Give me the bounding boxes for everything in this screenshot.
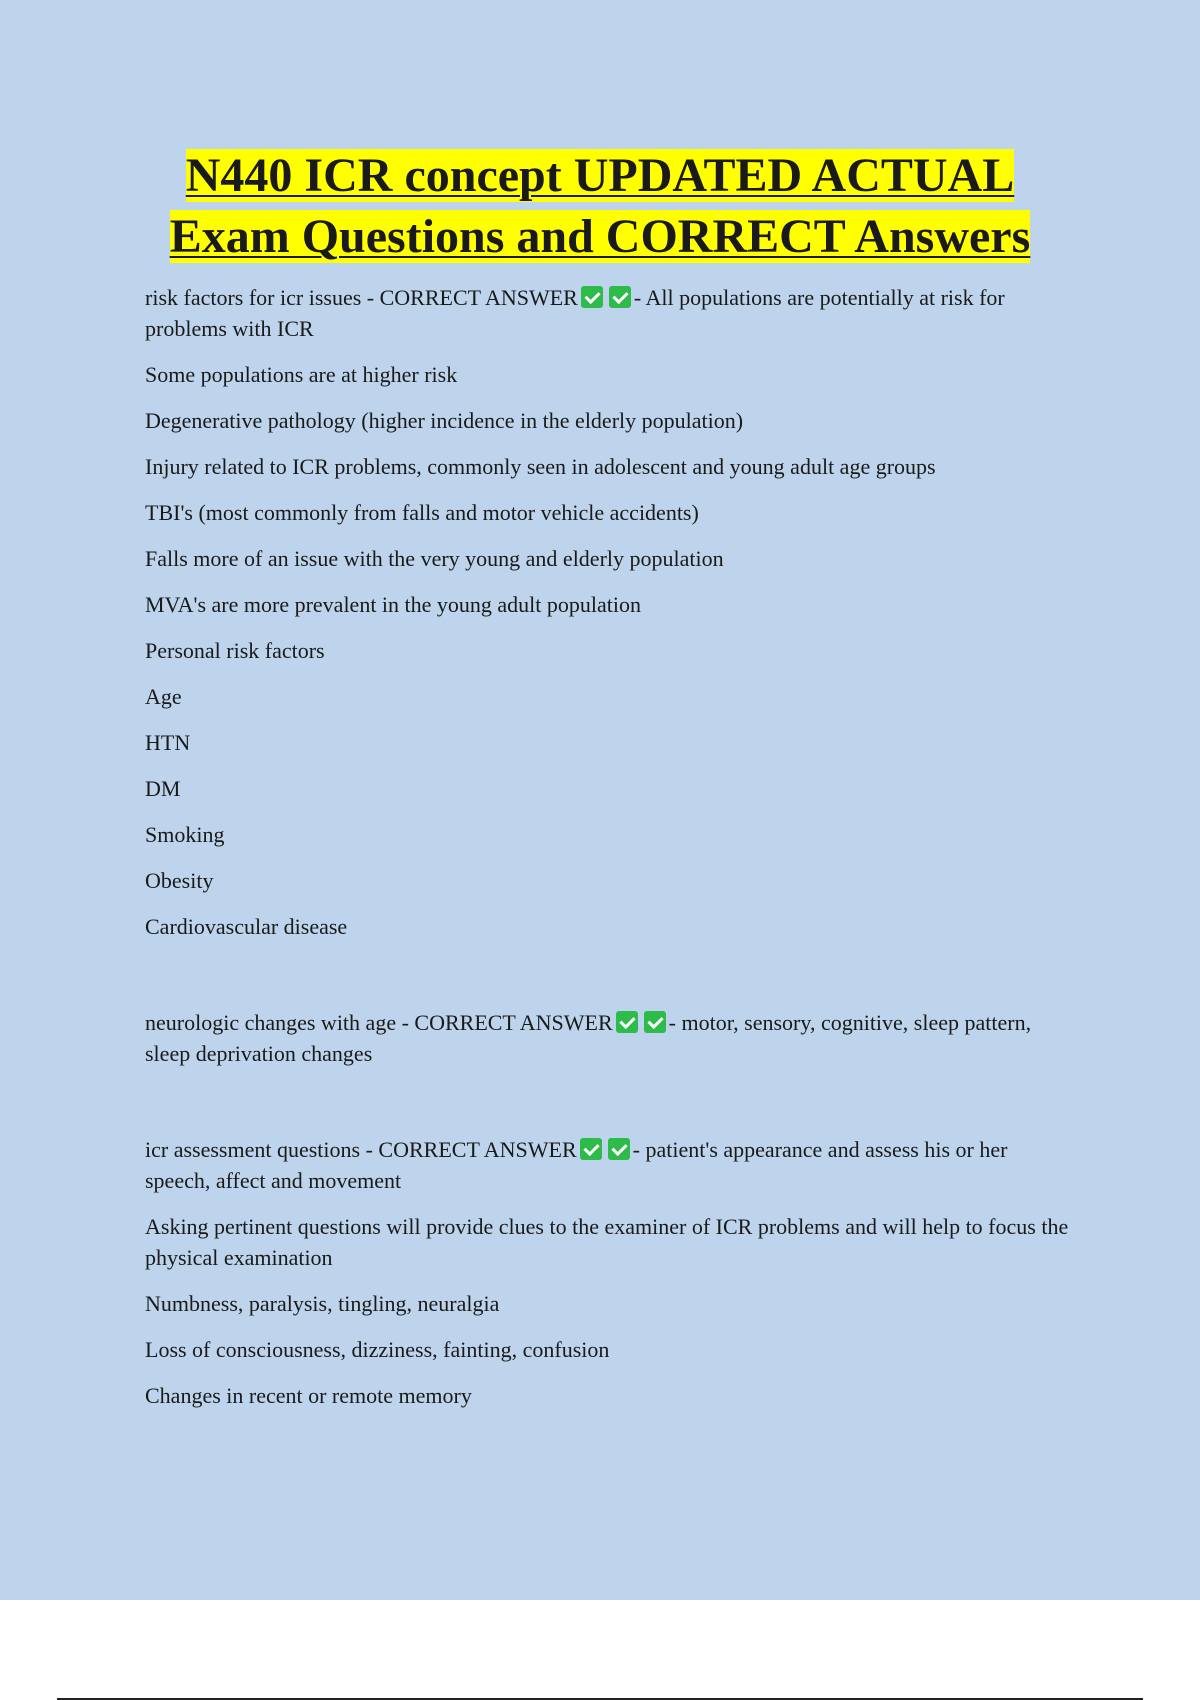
detail-line: Asking pertinent questions will provide clues to the examiner of ICR problems and will help to focus the physical examination xyxy=(145,1214,1069,1270)
detail-line: TBI's (most commonly from falls and motor vehicle accidents) xyxy=(145,500,699,525)
answer-marker: CORRECT ANSWER xyxy=(379,285,578,310)
check-mark-icon xyxy=(609,286,631,308)
detail-line: HTN xyxy=(145,730,191,755)
question-line: risk factors for icr issues - CORRECT ANSWER - All populations are potentially at risk for problems with ICR xyxy=(145,285,1005,341)
detail-line: Cardiovascular disease xyxy=(145,914,348,939)
question-line: icr assessment questions - CORRECT ANSWER - patient's appearance and assess his or her speech, affect and movement xyxy=(145,1137,1008,1193)
section-gap xyxy=(145,1084,1070,1134)
section-gap xyxy=(145,957,1070,1007)
detail-line: Degenerative pathology (higher incidence in the elderly population) xyxy=(145,408,744,433)
detail-line: Some populations are at higher risk xyxy=(145,362,458,387)
detail-line: Obesity xyxy=(145,868,214,893)
check-mark-icon xyxy=(644,1011,666,1033)
answer-text: - motor, sensory, cognitive, sleep pattern, sleep deprivation changes xyxy=(145,1010,1032,1066)
detail-line: MVA's are more prevalent in the young adult population xyxy=(145,592,642,617)
detail-line: DM xyxy=(145,776,181,801)
title-line-1: N440 ICR concept UPDATED ACTUAL xyxy=(185,149,1015,202)
answer-text: - patient's appearance and assess his or her speech, affect and movement xyxy=(145,1137,1008,1193)
detail-line: Injury related to ICR problems, commonly seen in adolescent and young adult age groups xyxy=(145,454,936,479)
check-mark-icon xyxy=(608,1138,630,1160)
detail-line: Smoking xyxy=(145,822,225,847)
answer-marker: CORRECT ANSWER xyxy=(414,1010,613,1035)
check-mark-icon xyxy=(616,1011,638,1033)
check-mark-icon xyxy=(581,286,603,308)
question-line: neurologic changes with age - CORRECT ANSWER - motor, sensory, cognitive, sleep pattern, sleep deprivation changes xyxy=(145,1010,1032,1066)
qa-content xyxy=(145,282,1070,1426)
answer-text: - All populations are potentially at risk for problems with ICR xyxy=(145,285,1005,341)
detail-line: Falls more of an issue with the very young and elderly population xyxy=(145,546,724,571)
page-title xyxy=(0,145,1200,267)
detail-line: Personal risk factors xyxy=(145,638,325,663)
detail-line: Loss of consciousness, dizziness, fainting, confusion xyxy=(145,1337,610,1362)
answer-marker: CORRECT ANSWER xyxy=(378,1137,577,1162)
question-text: icr assessment questions xyxy=(145,1137,361,1162)
title-line-2: Exam Questions and CORRECT Answers xyxy=(169,210,1031,263)
question-text: neurologic changes with age xyxy=(145,1010,397,1035)
question-text: risk factors for icr issues xyxy=(145,285,362,310)
detail-line: Age xyxy=(145,684,182,709)
detail-line: Numbness, paralysis, tingling, neuralgia xyxy=(145,1291,500,1316)
check-mark-icon xyxy=(580,1138,602,1160)
detail-line: Changes in recent or remote memory xyxy=(145,1383,472,1408)
